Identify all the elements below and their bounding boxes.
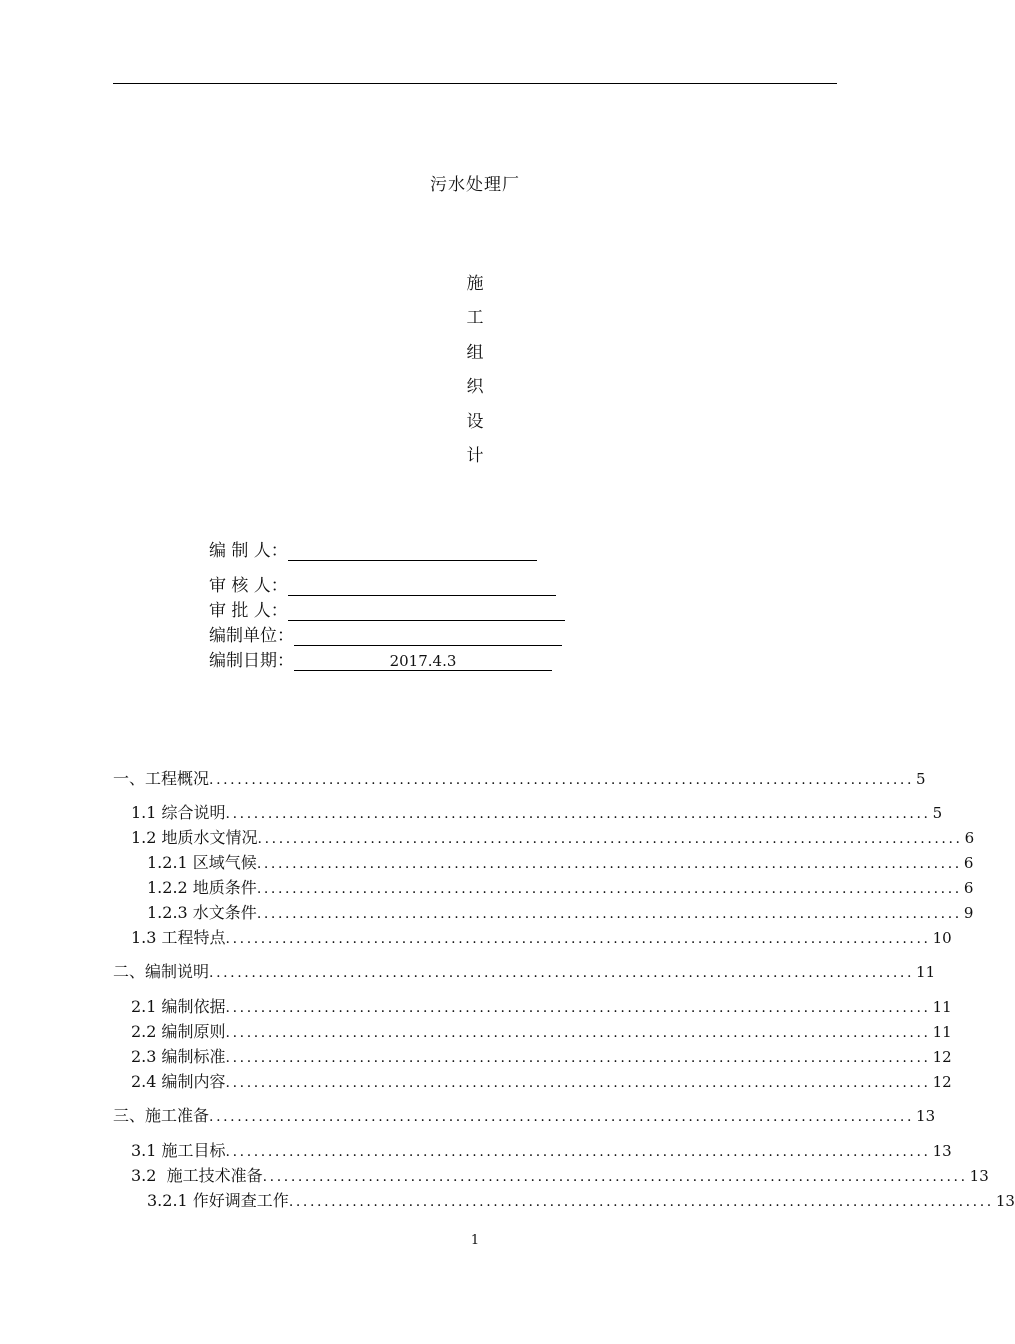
signoff-value: 2017.4.3 bbox=[294, 652, 552, 671]
toc-page-number: 13 bbox=[969, 1167, 989, 1185]
toc-page-number: 10 bbox=[932, 929, 952, 947]
subtitle-char: 施 bbox=[466, 274, 484, 294]
toc-leader: .................................................................................................... bbox=[225, 1144, 931, 1160]
signoff-label: 审 批 人： bbox=[209, 601, 288, 621]
vertical-subtitle bbox=[0, 272, 950, 478]
toc-page-number: 5 bbox=[932, 804, 943, 822]
toc-entry[interactable] bbox=[113, 766, 926, 788]
toc-leader: .................................................................................................... bbox=[225, 931, 931, 947]
toc-entry-title: 1.3 工程特点 bbox=[131, 928, 226, 947]
toc-entry-title: 1.2.2 地质条件 bbox=[147, 878, 257, 897]
toc-entry-title: 2.1 编制依据 bbox=[131, 997, 226, 1016]
toc-entry-title: 三、施工准备 bbox=[113, 1106, 210, 1125]
page-number: 1 bbox=[470, 1233, 480, 1248]
toc-leader: .................................................................................................... bbox=[257, 831, 963, 847]
toc-leader: .................................................................................................... bbox=[288, 1194, 994, 1210]
signoff-label: 审 核 人： bbox=[209, 576, 288, 596]
toc-page-number: 12 bbox=[932, 1073, 952, 1091]
toc-entry[interactable] bbox=[113, 900, 974, 922]
toc-entry[interactable] bbox=[113, 1163, 989, 1185]
toc-entry-title: 3.1 施工目标 bbox=[131, 1141, 226, 1160]
toc-leader: .................................................................................................... bbox=[209, 965, 915, 981]
toc-entry-title: 1.2.1 区域气候 bbox=[147, 853, 257, 872]
toc-entry-title: 3.2.1 作好调查工作 bbox=[147, 1191, 289, 1210]
toc-leader: .................................................................................................... bbox=[209, 1109, 915, 1125]
toc-page-number: 13 bbox=[932, 1142, 952, 1160]
signoff-value bbox=[294, 627, 562, 646]
toc-entry-title: 1.1 综合说明 bbox=[131, 803, 226, 822]
toc-leader: .................................................................................................... bbox=[256, 856, 962, 872]
signoff-value bbox=[288, 542, 537, 561]
subtitle-char: 织 bbox=[466, 377, 484, 398]
toc-leader: .................................................................................................... bbox=[256, 906, 962, 922]
signoff-label: 编制单位： bbox=[209, 626, 294, 646]
toc-entry[interactable] bbox=[113, 1044, 952, 1066]
signoff-row-approver bbox=[209, 599, 565, 621]
toc-page-number: 6 bbox=[964, 829, 975, 847]
subtitle-char: 计 bbox=[466, 445, 484, 466]
toc-entry[interactable] bbox=[113, 1069, 952, 1091]
toc-page-number: 6 bbox=[963, 854, 974, 872]
toc-entry[interactable] bbox=[113, 1103, 936, 1125]
toc-leader: .................................................................................................... bbox=[225, 1025, 931, 1041]
header-rule bbox=[113, 83, 837, 84]
toc-entry-title: 二、编制说明 bbox=[113, 962, 210, 981]
toc-page-number: 13 bbox=[995, 1192, 1015, 1210]
toc-entry[interactable] bbox=[113, 994, 952, 1016]
toc-entry[interactable] bbox=[113, 959, 936, 981]
toc-entry-title: 1.2.3 水文条件 bbox=[147, 903, 257, 922]
toc-entry-title: 2.3 编制标准 bbox=[131, 1047, 226, 1066]
toc-entry[interactable] bbox=[113, 1188, 1015, 1210]
signoff-row-date bbox=[209, 649, 552, 671]
signoff-label: 编 制 人： bbox=[209, 541, 288, 561]
toc-entry[interactable] bbox=[113, 1138, 952, 1160]
signoff-row-compiler bbox=[209, 539, 537, 561]
toc-page-number: 5 bbox=[916, 770, 926, 788]
toc-page-number: 9 bbox=[963, 904, 974, 922]
toc-leader: .................................................................................................... bbox=[256, 881, 962, 897]
toc-entry[interactable] bbox=[113, 875, 974, 897]
toc-page-number: 11 bbox=[932, 1023, 952, 1041]
toc-entry-title: 2.4 编制内容 bbox=[131, 1072, 226, 1091]
toc-leader: .................................................................................................... bbox=[209, 772, 915, 788]
signoff-label: 编制日期： bbox=[209, 651, 294, 671]
subtitle-char: 工 bbox=[466, 308, 484, 329]
toc-entry[interactable] bbox=[113, 800, 943, 822]
signoff-value bbox=[288, 577, 556, 596]
toc-entry-title: 一、工程概况 bbox=[113, 769, 210, 788]
signoff-row-unit bbox=[209, 624, 562, 646]
toc-entry[interactable] bbox=[113, 850, 974, 872]
subtitle-char: 组 bbox=[466, 342, 484, 363]
signoff-row-reviewer bbox=[209, 574, 556, 596]
toc-page-number: 11 bbox=[932, 998, 952, 1016]
toc-leader: .................................................................................................... bbox=[225, 806, 931, 822]
toc-entry[interactable] bbox=[113, 925, 952, 947]
document-title: 污水处理厂 bbox=[430, 175, 520, 195]
toc-page-number: 13 bbox=[916, 1107, 936, 1125]
toc-page-number: 11 bbox=[916, 963, 936, 981]
toc-entry[interactable] bbox=[113, 1019, 952, 1041]
toc-leader: .................................................................................................... bbox=[262, 1169, 968, 1185]
toc-entry[interactable] bbox=[113, 825, 975, 847]
toc-leader: .................................................................................................... bbox=[225, 1075, 931, 1091]
toc-entry-title: 2.2 编制原则 bbox=[131, 1022, 226, 1041]
subtitle-char: 设 bbox=[466, 411, 484, 432]
toc-entry-title: 3.2 施工技术准备 bbox=[131, 1166, 263, 1185]
toc-leader: .................................................................................................... bbox=[225, 1000, 931, 1016]
toc-leader: .................................................................................................... bbox=[225, 1050, 931, 1066]
toc-page-number: 6 bbox=[963, 879, 974, 897]
toc-entry-title: 1.2 地质水文情况 bbox=[131, 828, 258, 847]
signoff-value bbox=[288, 602, 565, 621]
toc-page-number: 12 bbox=[932, 1048, 952, 1066]
